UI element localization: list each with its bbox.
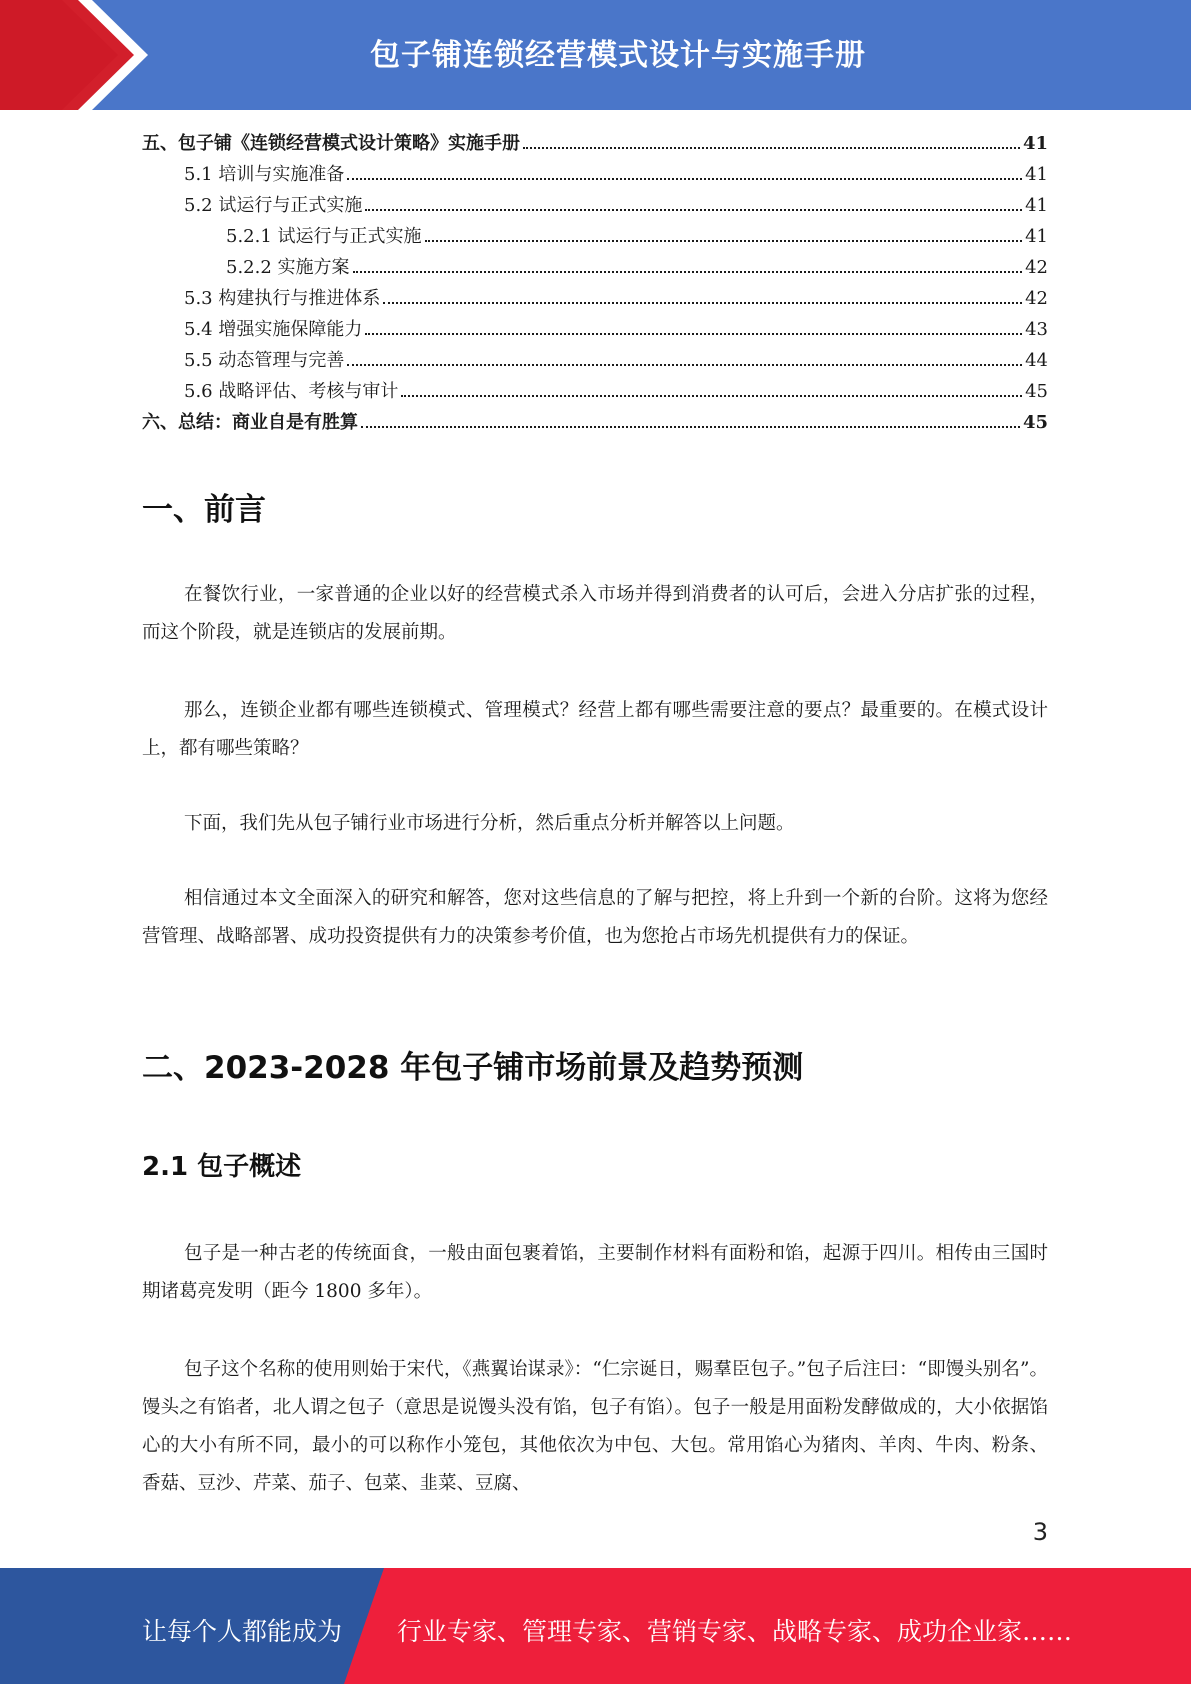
toc-entry-label: 5.6 战略评估、考核与审计 bbox=[184, 381, 399, 402]
toc-entry-page: 45 bbox=[1022, 412, 1048, 433]
footer-slogan: 让每个人都能成为 bbox=[142, 1617, 343, 1646]
toc-entry-page: 44 bbox=[1025, 350, 1048, 371]
toc-leader-dots bbox=[347, 364, 1022, 366]
toc-leader-dots bbox=[425, 240, 1023, 242]
toc-entry-label: 5.3 构建执行与推进体系 bbox=[184, 288, 381, 309]
paragraph: 包子这个名称的使用则始于宋代，《燕翼诒谋录》：“仁宗诞日，赐羣臣包子。”包子后注曰：“即馒头别名”。馒头之有馅者，北人谓之包子（意思是说馒头没有馅，包子有馅）。包子一般是用面粉发酵做成的，大小依据馅心的大小有所不同，最小的可以称作小笼包，其他依次为中包、大包。常用馅心为猪肉、羊肉、牛肉、粉条、香菇、豆沙、芹菜、茄子、包菜、韭菜、豆腐、 bbox=[142, 1359, 1048, 1494]
document-title: 包子铺连锁经营模式设计与实施手册 bbox=[370, 38, 866, 73]
toc-entry[interactable] bbox=[142, 315, 1048, 346]
toc-entry[interactable] bbox=[142, 377, 1048, 408]
toc-leader-dots bbox=[365, 333, 1022, 335]
toc-entry-label: 5.2 试运行与正式实施 bbox=[184, 195, 363, 216]
paragraph: 包子是一种古老的传统面食，一般由面包裹着馅，主要制作材料有面粉和馅，起源于四川。相传由三国时期诸葛亮发明（距今 1800 多年）。 bbox=[142, 1243, 1048, 1302]
section-heading-preface: 一、前言 bbox=[142, 492, 266, 528]
toc-entry-page: 42 bbox=[1025, 257, 1048, 278]
toc-leader-dots bbox=[383, 302, 1022, 304]
paragraph: 下面，我们先从包子铺行业市场进行分析，然后重点分析并解答以上问题。 bbox=[184, 813, 795, 834]
toc-entry[interactable] bbox=[142, 408, 1048, 439]
toc-entry-label: 5.1 培训与实施准备 bbox=[184, 164, 345, 185]
toc-entry-label: 5.4 增强实施保障能力 bbox=[184, 319, 363, 340]
toc-entry-label: 五、包子铺《连锁经营模式设计策略》实施手册 bbox=[142, 133, 520, 154]
toc-leader-dots bbox=[523, 147, 1020, 149]
toc-entry-label: 5.5 动态管理与完善 bbox=[184, 350, 345, 371]
toc-entry[interactable] bbox=[142, 222, 1048, 253]
toc-leader-dots bbox=[347, 178, 1022, 180]
paragraph: 相信通过本文全面深入的研究和解答，您对这些信息的了解与把控，将上升到一个新的台阶。这将为您经营管理、战略部署、成功投资提供有力的决策参考价值，也为您抢占市场先机提供有力的保证。 bbox=[142, 888, 1048, 947]
toc-entry[interactable] bbox=[142, 191, 1048, 222]
footer-tagline: 行业专家、管理专家、营销专家、战略专家、成功企业家…… bbox=[397, 1617, 1073, 1646]
toc-leader-dots bbox=[365, 209, 1022, 211]
toc-entry-label: 六、总结：商业自是有胜算 bbox=[142, 412, 358, 433]
section-heading-market: 二、2023-2028 年包子铺市场前景及趋势预测 bbox=[142, 1050, 804, 1086]
paragraph: 那么，连锁企业都有哪些连锁模式、管理模式？经营上都有哪些需要注意的要点？最重要的。在模式设计上，都有哪些策略？ bbox=[142, 700, 1048, 759]
table-of-contents bbox=[142, 129, 1048, 439]
page-footer bbox=[0, 1568, 1191, 1684]
toc-entry[interactable] bbox=[142, 160, 1048, 191]
toc-entry-page: 41 bbox=[1025, 195, 1048, 216]
toc-entry-label: 5.2.2 实施方案 bbox=[226, 257, 350, 278]
toc-entry-page: 42 bbox=[1025, 288, 1048, 309]
toc-entry-page: 43 bbox=[1025, 319, 1048, 340]
toc-leader-dots bbox=[361, 426, 1020, 428]
page-header bbox=[0, 0, 1191, 110]
page-number: 3 bbox=[1032, 1518, 1048, 1546]
toc-entry-label: 5.2.1 试运行与正式实施 bbox=[226, 226, 422, 247]
toc-entry[interactable] bbox=[142, 129, 1048, 160]
toc-leader-dots bbox=[401, 395, 1022, 397]
toc-entry[interactable] bbox=[142, 346, 1048, 377]
paragraph: 在餐饮行业，一家普通的企业以好的经营模式杀入市场并得到消费者的认可后，会进入分店扩张的过程，而这个阶段，就是连锁店的发展前期。 bbox=[142, 584, 1048, 643]
toc-leader-dots bbox=[353, 271, 1023, 273]
toc-entry-page: 41 bbox=[1025, 164, 1048, 185]
subsection-heading: 2.1 包子概述 bbox=[142, 1152, 302, 1182]
toc-entry[interactable] bbox=[142, 253, 1048, 284]
toc-entry-page: 41 bbox=[1025, 226, 1048, 247]
toc-entry-page: 41 bbox=[1022, 133, 1048, 154]
toc-entry-page: 45 bbox=[1025, 381, 1048, 402]
toc-entry[interactable] bbox=[142, 284, 1048, 315]
